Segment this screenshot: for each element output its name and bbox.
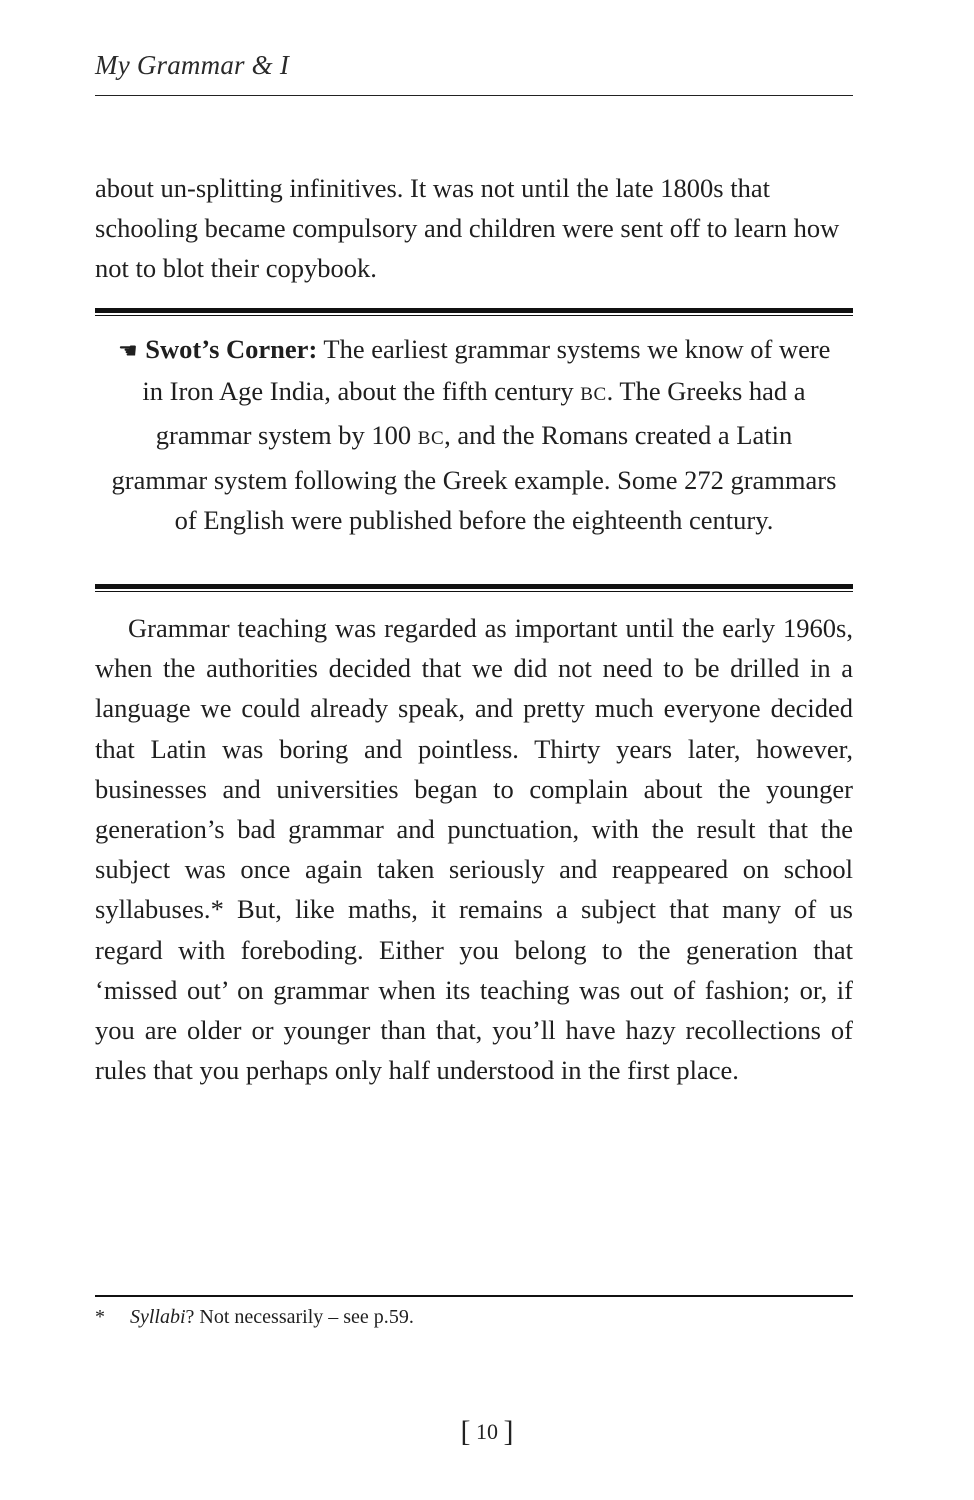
era-bc-2: BC [417, 428, 445, 450]
paragraph-intro-text-b: that schooling became compulsory and children were sent off to learn how not to blot their copybook. [95, 173, 840, 284]
pointing-hand-icon: ☛ [117, 338, 138, 363]
footnote-text: ? Not necessarily – see p. [185, 1306, 389, 1328]
footnote-end: . [408, 1306, 414, 1328]
footnote [95, 1303, 414, 1331]
swot-box-top-rule [95, 308, 853, 316]
footnote-page-ref: 59 [388, 1306, 409, 1328]
footnote-mark: * [95, 1306, 105, 1328]
swot-corner-title: Swot’s Corner: [145, 334, 318, 364]
swot-box-bottom-rule [95, 584, 853, 592]
header-rule [95, 95, 853, 96]
year-100: 100 [371, 420, 412, 451]
swot-box-top-rule-thin [95, 315, 853, 316]
footnote-italic: Syllabi [130, 1306, 186, 1328]
swot-box-top-rule-thick [95, 308, 853, 313]
paragraph-main-text-1: Grammar teaching was regarded as important until the early [128, 613, 784, 643]
swot-text-4: grammars of English were published before the eighteenth century. [174, 464, 837, 535]
footnote-rule [95, 1295, 853, 1297]
swot-text-3: , and the Romans created a Latin grammar system following the Greek example. Some [111, 420, 793, 495]
page-number-value: 10 [476, 1419, 498, 1444]
running-head: My Grammar & I [95, 50, 290, 80]
swot-text-2: . The Greeks had a grammar system by [155, 376, 806, 451]
swot-corner [110, 329, 838, 540]
paragraph-intro [95, 168, 853, 289]
swot-box-bottom-rule-thick [95, 584, 853, 589]
page-number [0, 1415, 974, 1449]
paragraph-intro-text-a: about un-splitting infinitives. It was not until the late [95, 173, 661, 203]
grammar-count: 272 [684, 464, 724, 495]
swot-box-bottom-rule-thin [95, 591, 853, 592]
decade-1960s: 1960s [783, 613, 847, 643]
swot-text-1: The earliest grammar systems we know of were in Iron Age India, about the fifth century [142, 334, 831, 407]
footnote-reference[interactable]: * [210, 894, 224, 925]
paragraph-main [95, 608, 853, 1090]
folio-right-bracket: ] [503, 1415, 514, 1448]
paragraph-main-text-3: But, like maths, it remains a subject that many of us regard with foreboding. Either you belong to the generation that ‘missed out’ on grammar when its teaching was out of fashion; or, if you are older or younger than that, you’ll have hazy recollections of rules that you perhaps only half understood in the first place. [95, 894, 853, 1086]
folio-left-bracket: [ [460, 1415, 471, 1448]
paragraph-main-text-2: , when the authorities decided that we did not need to be drilled in a language we could already speak, and pretty much everyone decided that Latin was boring and pointless. Thirty years later, however, businesses and universities began to complain about the younger generation’s bad grammar and punctuation, with the result that the subject was once again taken seriously and reappeared on school syllabuses. [95, 613, 853, 925]
era-bc-1: BC [580, 384, 607, 406]
year-1800s: 1800s [660, 173, 724, 203]
